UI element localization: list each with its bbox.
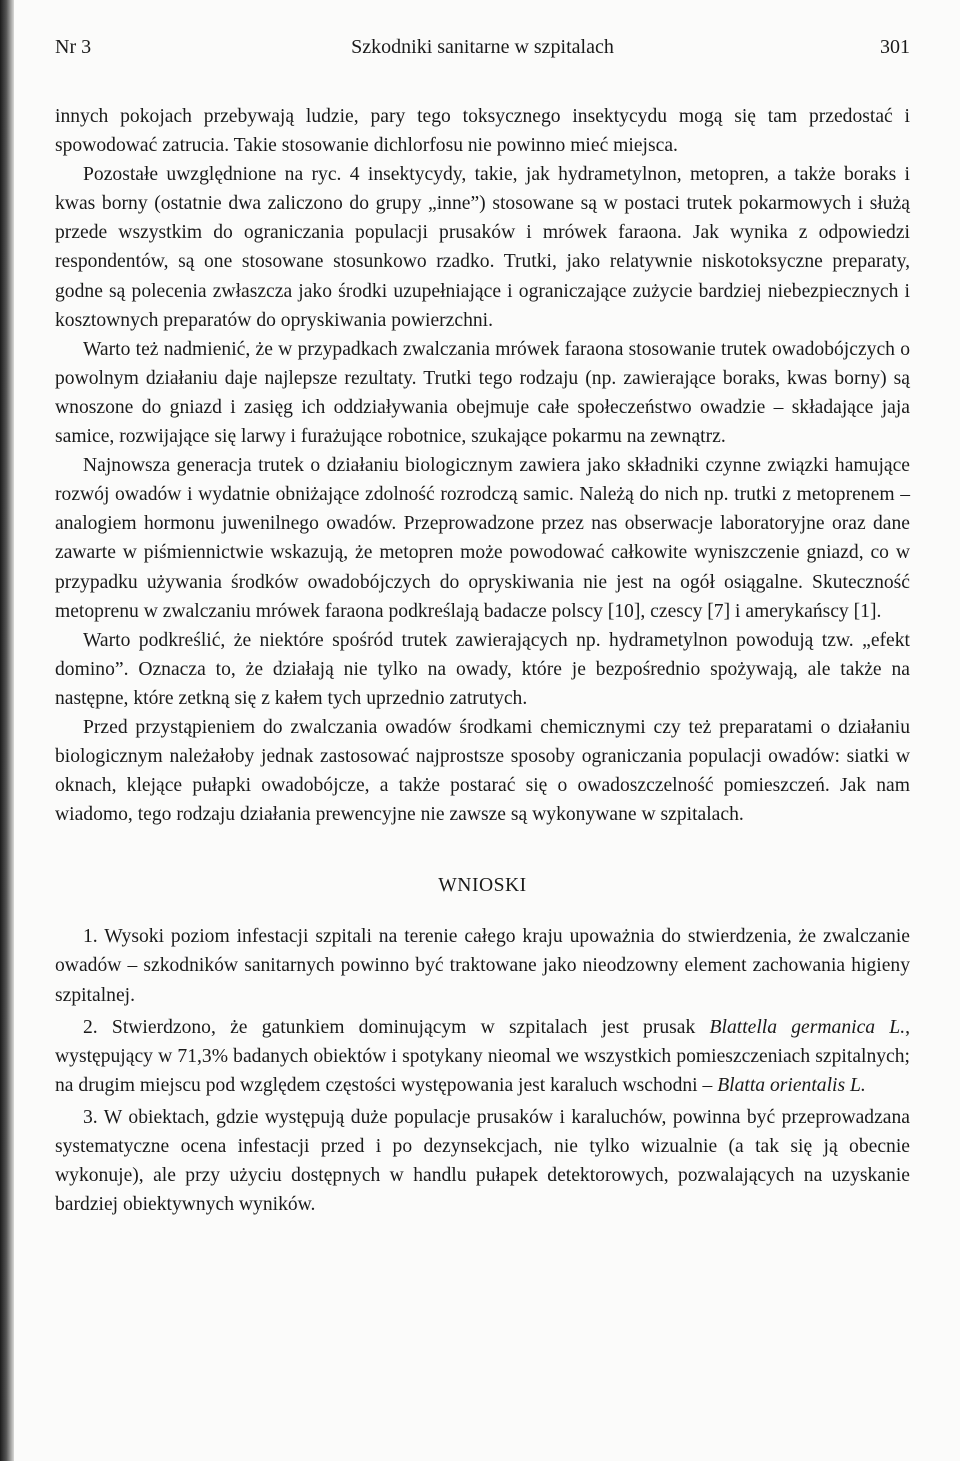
conclusion-item xyxy=(55,1013,910,1100)
running-title: Szkodniki sanitarne w szpitalach xyxy=(351,36,614,58)
paragraph: Warto też nadmienić, że w przypadkach zwalczania mrówek faraona stosowanie trutek owadobójczych o powolnym działaniu daje najlepsze rezultaty. Trutki tego rodzaju (np. zawierające boraks, kwas borny) są wnoszone do gniazd i zasięg ich oddziaływania obejmuje całe społeczeństwo owadzie – składające jaja samice, rozwijające się larwy i furażujące robotnice, szukające pokarmu na zewnątrz. xyxy=(55,338,910,448)
species-name: Blatta orientalis L. xyxy=(717,1074,866,1096)
conclusions-list xyxy=(55,922,910,1219)
conclusion-item: 3. W obiektach, gdzie występują duże populacje prusaków i karaluchów, powinna być przeprowadzana systematyczne ocena infestacji przed i po dezynsekcjach, nie tylko wizualnie (a tak się ją obecnie wykonuje), ale przy użyciu dostępnych w handlu pułapek detektorowych, pozwalających na uzyskanie bardziej obiektywnych wyników. xyxy=(55,1106,910,1216)
paragraph: Pozostałe uwzględnione na ryc. 4 insektycydy, takie, jak hydrametylnon, metopren, a także boraks i kwas borny (ostatnie dwa zaliczono do grupy „inne”) stosowane są w postaci trutek pokarmowych i służą przede wszystkim do ograniczania populacji prusaków i mrówek faraona. Jak wynika z odpowiedzi respondentów, są one stosowane stosunkowo rzadko. Trutki, jako relatywnie niskotoksyczne preparaty, godne są polecenia zwłaszcza jako środki uzupełniające i ograniczające zużycie bardziej niebezpiecznych i kosztownych preparatów do opryskiwania powierzchni. xyxy=(55,164,910,331)
issue-number: Nr 3 xyxy=(55,36,92,58)
paragraph: Warto podkreślić, że niektóre spośród trutek zawierających np. hydrametylnon powodują tzw. „efekt domino”. Oznacza to, że działają nie tylko na owady, które je bezpośrednio spożywają, ale także na następne, które zetkną się z kałem tych uprzednio zatrutych. xyxy=(55,629,910,709)
running-header xyxy=(55,34,910,68)
body-text xyxy=(55,102,910,1219)
page-content xyxy=(55,34,910,1222)
conclusion-item: 1. Wysoki poziom infestacji szpitali na terenie całego kraju upoważnia do stwierdzenia, że zwalczanie owadów – szkodników sanitarnych powinno być traktowane jako nieodzowny element zachowania higieny szpitalnej. xyxy=(55,926,910,1006)
paragraph: Najnowsza generacja trutek o działaniu biologicznym zawiera jako składniki czynne związki hamujące rozwój owadów i wydatnie obniżające zdolność rozrodczą samic. Należą do nich np. trutki z metoprenem – analogiem hormonu juwenilnego owadów. Przeprowadzone przez nas obserwacje laboratoryjne oraz dane zawarte w piśmiennictwie wskazują, że metopren może powodować całkowite wyniszczenie gniazd, co w przypadku używania środków owadobójczych do opryskiwania nie jest na ogół osiągalne. Skuteczność metoprenu w zwalczaniu mrówek faraona podkreślają badacze polscy [10], czescy [7] i amerykańscy [1]. xyxy=(55,455,910,622)
conclusion-text: 2. Stwierdzono, że gatunkiem dominującym w szpitalach jest prusak xyxy=(83,1016,710,1038)
paragraph-continued: innych pokojach przebywają ludzie, pary tego toksycznego insektycydu mogą się tam przedostać i spowodować zatrucia. Takie stosowanie dichlorfosu nie powinno mieć miejsca. xyxy=(55,106,910,157)
book-spine-shadow xyxy=(0,0,14,1461)
paragraph: Przed przystąpieniem do zwalczania owadów środkami chemicznymi czy też preparatami o działaniu biologicznym należałoby jednak zastosować najprostsze sposoby ograniczania populacji owadów: siatki w oknach, klejące pułapki owadobójcze, a także postarać się o owadoszczelność pomieszczeń. Jak nam wiadomo, tego rodzaju działania prewencyjne nie zawsze są wykonywane w szpitalach. xyxy=(55,716,910,826)
page-number: 301 xyxy=(880,36,910,58)
species-name: Blattella germanica L. xyxy=(709,1016,906,1038)
section-heading-conclusions: WNIOSKI xyxy=(438,875,527,897)
conclusion-text: , występujący w 71,3% badanych obiektów i spotykany nieomal we wszystkich pomieszczeniach szpitalnych; na drugim miejscu pod względem częstości występowania jest karaluch wschodni – xyxy=(55,1016,910,1096)
